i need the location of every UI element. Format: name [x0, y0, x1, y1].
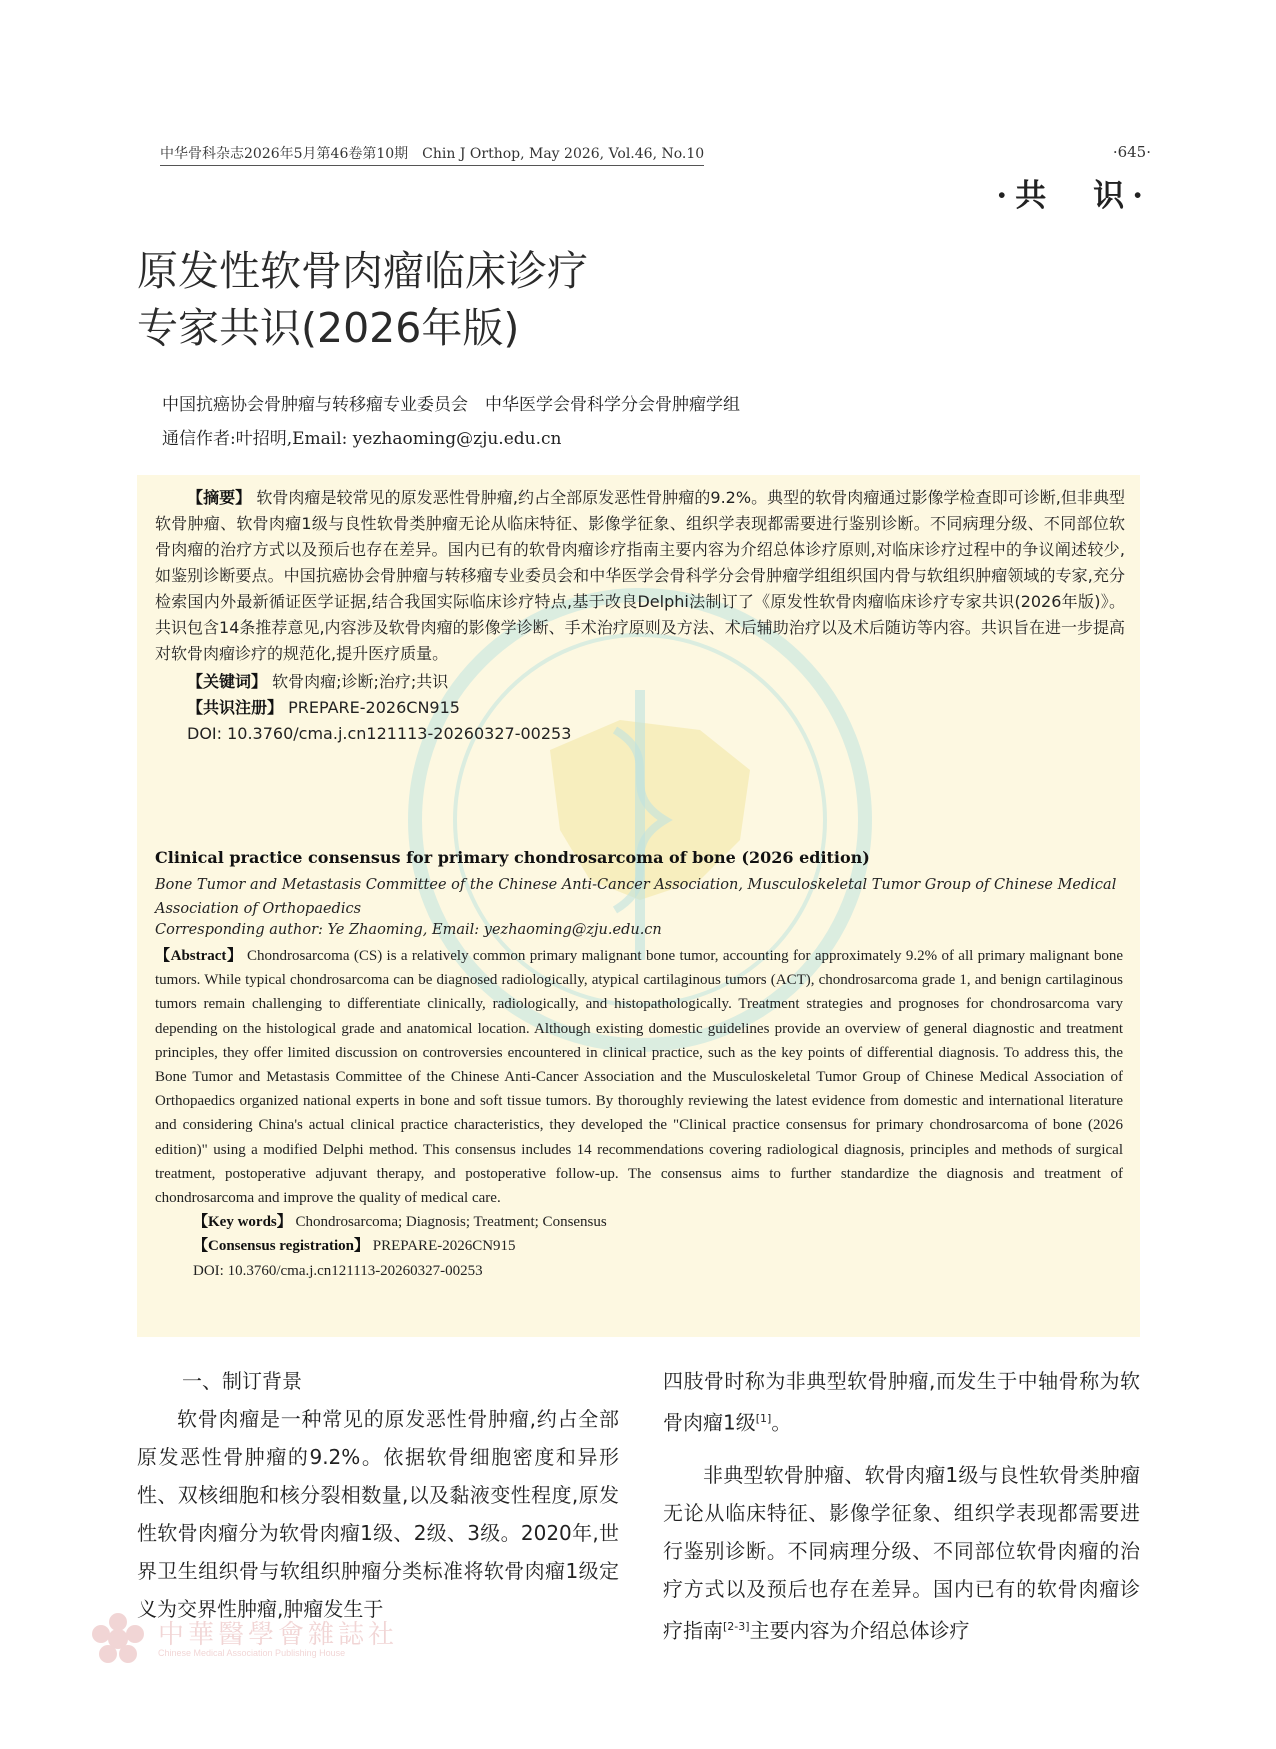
keywords-en-label: 【Key words】 [193, 1214, 292, 1231]
paragraph-end: 。 [771, 1410, 792, 1435]
abstract-en-label: 【Abstract】 [155, 948, 243, 964]
abstract-en-text: Chondrosarcoma (CS) is a relatively common primary malignant bone tumor, accounting for approximately 9.2% of all primary malignant bone tumors. While typical chondrosarcoma can be diagnosed radiologically, atypical cartilaginous tumors (ACT), chondrosarcoma grade 1, and benign cartilaginous tumors remain challenging to differentiate clinically, radiologically, and histopathologically. Treatment strategies and prognoses for chondrosarcoma vary depending on the histological grade and anatomical location. Although existing domestic guidelines provide an overview of general diagnostic and treatment principles, they offer limited discussion on controversies encountered in clinical practice, such as the key points of differential diagnosis. To address this, the Bone Tumor and Metastasis Committee of the Chinese Anti-Cancer Association and the Musculoskeletal Tumor Group of Chinese Medical Association of Orthopaedics organized national experts in bone and soft tissue tumors. By thoroughly reviewing the latest evidence from domestic and international literature and considering China's actual clinical practice characteristics, they developed the "Clinical practice consensus for primary chondrosarcoma of bone (2026 edition)" using a modified Delphi method. This consensus includes 14 recommendations covering radiological diagnosis, principles and methods of surgical treatment, postoperative adjuvant therapy, and postoperative follow-up. The consensus aims to further standardize the diagnosis and treatment of chondrosarcoma and improve the quality of medical care. [155, 948, 1123, 1207]
abstract-zh-text: 软骨肉瘤是较常见的原发恶性骨肿瘤,约占全部原发恶性骨肿瘤的9.2%。典型的软骨肉瘤通过影像学检查即可诊断,但非典型软骨肿瘤、软骨肉瘤1级与良性软骨类肿瘤无论从临床特征、影像学征象、组织学表现都需要进行鉴别诊断。不同病理分级、不同部位软骨肉瘤的治疗方式以及预后也存在差异。国内已有的软骨肉瘤诊疗指南主要内容为介绍总体诊疗原则,对临床诊疗过程中的争议阐述较少,如鉴别诊断要点。中国抗癌协会骨肿瘤与转移瘤专业委员会和中华医学会骨科学分会骨肿瘤学组组织国内骨与软组织肿瘤领域的专家,充分检索国内外最新循证医学证据,结合我国实际临床诊疗特点,基于改良Delphi法制订了《原发性软骨肉瘤临床诊疗专家共识(2026年版)》。共识包含14条推荐意见,内容涉及软骨肉瘤的影像学诊断、手术治疗原则及方法、术后辅助治疗以及术后随访等内容。共识旨在进一步提高对软骨肉瘤诊疗的规范化,提升医疗质量。 [155, 488, 1125, 663]
registration-zh-label: 【共识注册】 [187, 698, 284, 717]
body-paragraph: 四肢骨时称为非典型软骨肿瘤,而发生于中轴骨称为软骨肉瘤1级 [663, 1369, 1140, 1435]
body-column-right [663, 1362, 1140, 1649]
abstract-en-correspondence: Corresponding author: Ye Zhaoming, Email: yezhaoming@zju.edu.cn [155, 922, 662, 938]
body-paragraph: 软骨肉瘤是一种常见的原发恶性骨肿瘤,约占全部原发恶性骨肿瘤的9.2%。依据软骨细胞密度和异形性、双核细胞和核分裂相数量,以及黏液变性程度,原发性软骨肉瘤分为软骨肉瘤1级、2级、3级。2020年,世界卫生组织骨与软组织肿瘤分类标准将软骨肉瘤1级定义为交界性肿瘤,肿瘤发生于 [137, 1407, 619, 1621]
section-heading: 一、制订背景 [182, 1369, 302, 1393]
publisher-name-en: Chinese Medical Association Publishing House [158, 1648, 346, 1658]
title-line-2: 专家共识(2026年版) [137, 304, 520, 352]
keywords-en: Chondrosarcoma; Diagnosis; Treatment; Consensus [295, 1214, 607, 1231]
registration-en: PREPARE-2026CN915 [372, 1238, 516, 1255]
registration-en-label: 【Consensus registration】 [193, 1238, 369, 1255]
keywords-zh: 软骨肉瘤;诊断;治疗;共识 [272, 672, 449, 691]
body-column-left [137, 1362, 619, 1628]
correspondence: 通信作者:叶招明,Email: yezhaoming@zju.edu.cn [162, 429, 562, 449]
keywords-zh-label: 【关键词】 [187, 672, 268, 691]
abstract-en-title: Clinical practice consensus for primary chondrosarcoma of bone (2026 edition) [155, 848, 870, 867]
body-paragraph-continued: 主要内容为介绍总体诊疗 [749, 1618, 970, 1643]
abstract-zh-label: 【摘要】 [187, 488, 252, 507]
citation-ref[interactable]: [1] [755, 1412, 772, 1425]
running-head: 中华骨科杂志2026年5月第46卷第10期 Chin J Orthop, May 2026, Vol.46, No.10 [160, 143, 704, 166]
publisher-logo [88, 1612, 588, 1666]
abstract-en [155, 944, 1123, 1283]
publisher-name: 中華醫學會雜誌社 [158, 1620, 399, 1650]
registration-zh: PREPARE-2026CN915 [288, 698, 460, 717]
abstract-zh [155, 485, 1125, 747]
authors: 中国抗癌协会骨肿瘤与转移瘤专业委员会 中华医学会骨科学分会骨肿瘤学组 [162, 395, 740, 415]
abstract-en-authors: Bone Tumor and Metastasis Committee of the Chinese Anti-Cancer Association, Musculoskeletal Tumor Group of Chinese Medical Association of Orthopaedics [155, 877, 1117, 917]
citation-ref[interactable]: [2-3] [723, 1619, 750, 1633]
doi-zh: DOI: 10.3760/cma.j.cn121113-20260327-00253 [187, 724, 572, 743]
page-number: ·645· [1112, 143, 1151, 161]
column-label: ·共 识· [996, 178, 1151, 214]
article-title [137, 243, 588, 357]
body-paragraph: 非典型软骨肿瘤、软骨肉瘤1级与良性软骨类肿瘤无论从临床特征、影像学征象、组织学表现都需要进行鉴别诊断。不同病理分级、不同部位软骨肉瘤的治疗方式以及预后也存在差异。国内已有的软骨肉瘤诊疗指南 [663, 1462, 1140, 1643]
doi-en: DOI: 10.3760/cma.j.cn121113-20260327-00253 [193, 1262, 483, 1279]
publisher-flower-icon [88, 1612, 148, 1666]
title-line-1: 原发性软骨肉瘤临床诊疗 [137, 247, 588, 295]
